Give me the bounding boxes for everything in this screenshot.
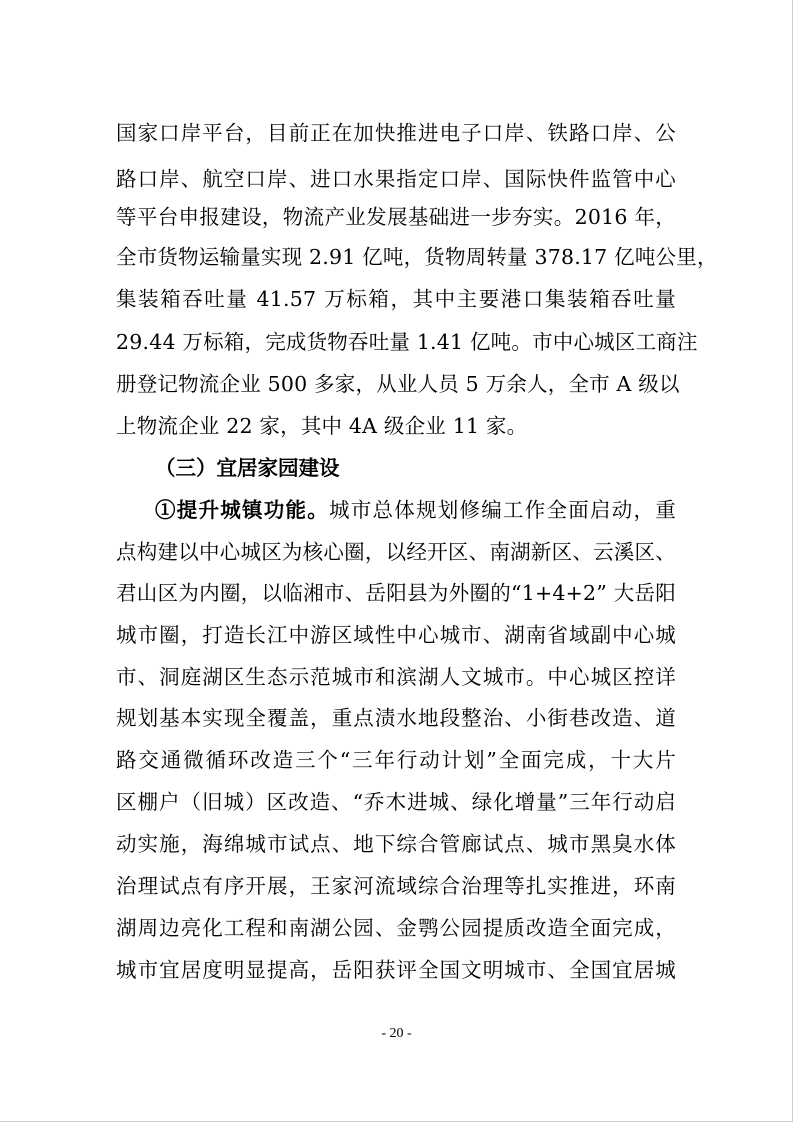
paragraph-line: 市、洞庭湖区生态示范城市和滨湖人文城市。中心城区控详 — [116, 665, 676, 689]
paragraph-line: 动实施，海绵城市试点、地下综合管廊试点、城市黑臭水体 — [116, 832, 676, 856]
paragraph-line: 全市货物运输量实现 2.91 亿吨，货物周转量 378.17 亿吨公里， — [116, 245, 718, 269]
paragraph-line: 城市圈，打造长江中游区域性中心城市、湖南省域副中心城 — [116, 623, 676, 647]
section-heading: （三）宜居家园建设 — [155, 456, 340, 480]
paragraph-line: 集装箱吞吐量 41.57 万标箱，其中主要港口集装箱吞吐量 — [116, 287, 676, 311]
paragraph-line: 等平台申报建设，物流产业发展基础进一步夯实。2016 年， — [116, 205, 676, 229]
paragraph-line: 君山区为内圈，以临湘市、岳阳县为外圈的“1+4+2” 大岳阳 — [116, 581, 676, 605]
paragraph-line: 国家口岸平台，目前正在加快推进电子口岸、铁路口岸、公 — [116, 121, 676, 145]
page-number: - 20 - — [381, 1026, 412, 1041]
paragraph-line: 规划基本实现全覆盖，重点渍水地段整治、小街巷改造、道 — [116, 706, 676, 730]
paragraph-line: 治理试点有序开展，王家河流域综合治理等扎实推进，环南 — [116, 874, 676, 898]
paragraph-line: 湖周边亮化工程和南湖公园、金鹗公园提质改造全面完成， — [116, 916, 676, 940]
paragraph-line: 册登记物流企业 500 多家，从业人员 5 万余人，全市 A 级以 — [116, 372, 680, 396]
paragraph-line: 城市宜居度明显提高，岳阳获评全国文明城市、全国宜居城 — [116, 958, 676, 982]
paragraph-line: 区棚户（旧城）区改造、“乔木进城、绿化增量”三年行动启 — [116, 790, 676, 814]
paragraph-line: 路交通微循环改造三个“三年行动计划”全面完成，十大片 — [116, 748, 676, 772]
item-title: ①提升城镇功能。 — [155, 498, 330, 522]
paragraph-line: 上物流企业 22 家，其中 4A 级企业 11 家。 — [116, 414, 528, 438]
paragraph-line: 点构建以中心城区为核心圈，以经开区、南湖新区、云溪区、 — [116, 540, 676, 564]
paragraph-first-line — [155, 496, 676, 524]
paragraph-line: 路口岸、航空口岸、进口水果指定口岸、国际快件监管中心 — [116, 167, 676, 191]
paragraph-text: 城市总体规划修编工作全面启动，重 — [329, 498, 676, 522]
paragraph-line: 29.44 万标箱，完成货物吞吐量 1.41 亿吨。市中心城区工商注 — [116, 330, 698, 354]
